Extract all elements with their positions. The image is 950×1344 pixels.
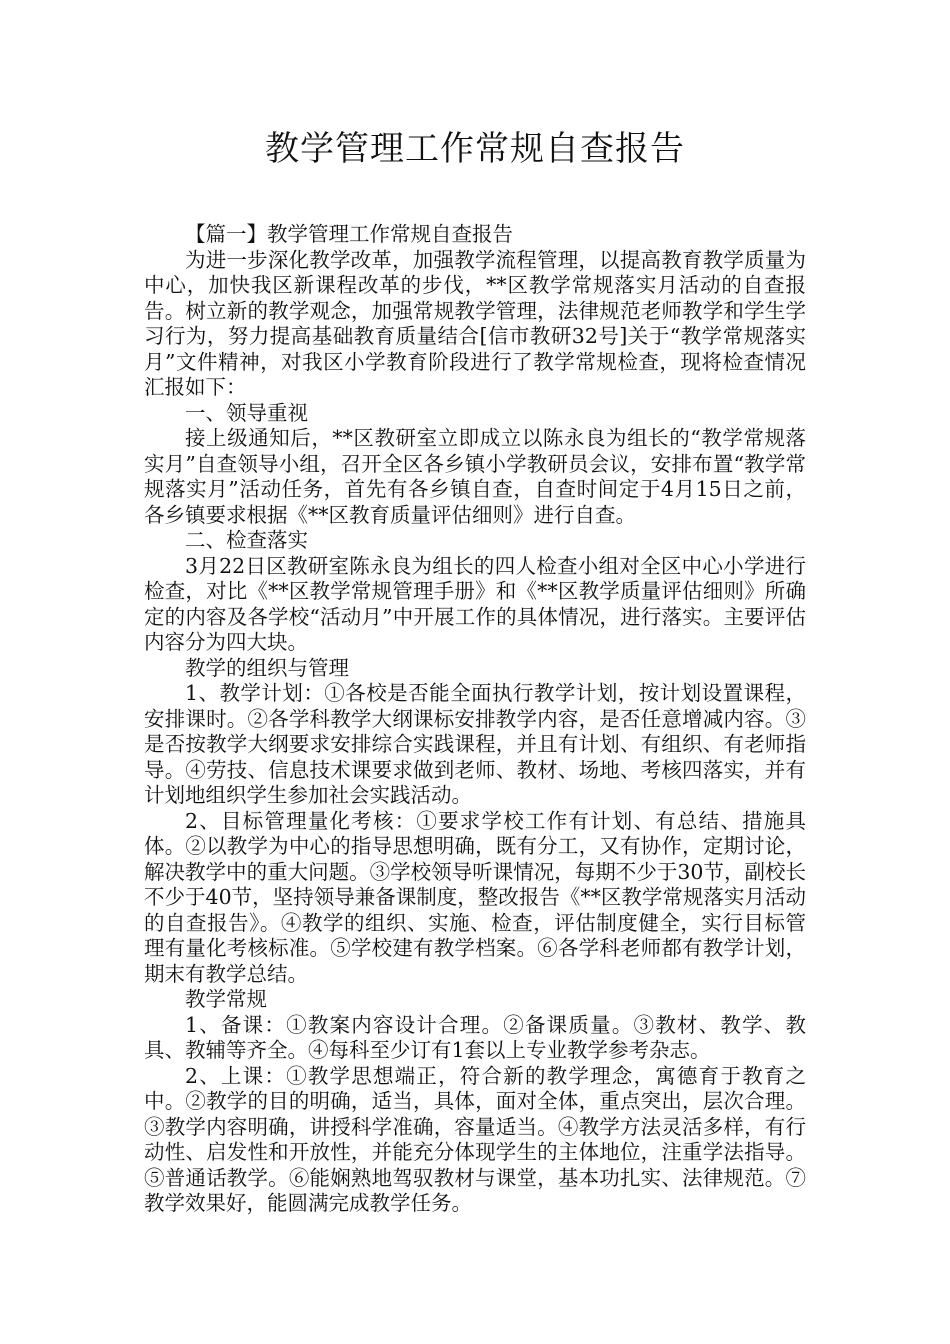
leadership-paragraph: 接上级通知后，**区教研室立即成立以陈永良为组长的“教学常规落实月”自查领导小组，召开全区各乡镇小学教研员会议，安排布置“教学常规落实月”活动任务，首先有各乡镇自查，自查时间定于4月15日之前，各乡镇要求根据《**区教育质量评估细则》进行自查。	[144, 426, 806, 527]
classroom-teaching-paragraph: 2、上课：①教学思想端正，符合新的教学理念，寓德育于教育之中。②教学的目的明确，适当，具体，面对全体，重点突出，层次合理。③教学内容明确，讲授科学准确，容量适当。④教学方法灵活多样，有行动性、启发性和开放性，并能充分体现学生的主体地位，注重学法指导。⑤普通话教学。⑥能娴熟地驾驭教材与课堂，基本功扎实、法律规范。⑦教学效果好，能圆满完成教学任务。	[144, 1063, 806, 1215]
section-heading-inspection: 二、检查落实	[185, 528, 308, 552]
lesson-preparation-paragraph: 1、备课：①教案内容设计合理。②备课质量。③教材、教学、教具、教辅等齐全。④每科至少订有1套以上专业教学参考杂志。	[144, 1012, 806, 1062]
section-heading-leadership: 一、领导重视	[185, 400, 308, 425]
document-title: 教学管理工作常规自查报告	[265, 129, 685, 169]
document-body	[144, 222, 806, 1217]
section-heading-part-one: 【篇一】教学管理工作常规自查报告	[185, 222, 513, 246]
inspection-paragraph: 3月22日区教研室陈永良为组长的四人检查小组对全区中心小学进行检查，对比《**区教学常规管理手册》和《**区教学质量评估细则》所确定的内容及各学校“活动月”中开展工作的具体情况，进行落实。主要评估内容分为四大块。	[144, 553, 806, 654]
subheading-organization-management: 教学的组织与管理	[185, 655, 349, 680]
teaching-plan-paragraph: 1、教学计划：①各校是否能全面执行教学计划，按计划设置课程，安排课时。②各学科教学大纲课标安排教学内容，是否任意增减内容。③是否按教学大纲要求安排综合实践课程，并且有计划、有组织、有老师指导。④劳技、信息技术课要求做到老师、教材、场地、考核四落实，并有计划地组织学生参加社会实践活动。	[144, 681, 806, 807]
intro-paragraph: 为进一步深化教学改革，加强教学流程管理，以提高教育教学质量为中心，加快我区新课程改革的步伐，**区教学常规落实月活动的自查报告。树立新的教学观念，加强常规教学管理，法律规范老师教学和学生学习行为，努力提高基础教育质量结合[信市教研32号]关于“教学常规落实月”文件精神，对我区小学教育阶段进行了教学常规检查，现将检查情况汇报如下：	[144, 247, 806, 399]
subheading-teaching-routine: 教学常规	[185, 987, 267, 1011]
target-management-paragraph: 2、目标管理量化考核：①要求学校工作有计划、有总结、措施具体。②以教学为中心的指导思想明确，既有分工，又有协作，定期讨论，解决教学中的重大问题。③学校领导听课情况，每期不少于30节，副校长不少于40节，坚持领导兼备课制度，整改报告《**区教学常规落实月活动的自查报告》。④教学的组织、实施、检查，评估制度健全，实行目标管理有量化考核标准。⑤学校建有教学档案。⑥各学科老师都有教学计划，期末有教学总结。	[144, 808, 806, 986]
